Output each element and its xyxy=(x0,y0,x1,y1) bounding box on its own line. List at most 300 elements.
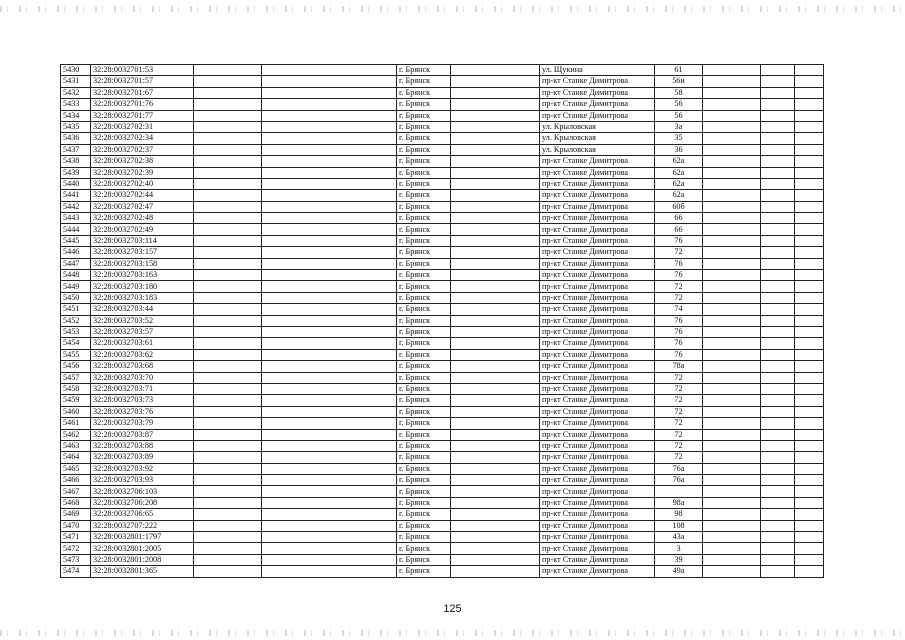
empty-cell xyxy=(262,361,397,372)
empty-cell xyxy=(761,349,795,360)
house-number-cell: 78а xyxy=(655,361,703,372)
house-number-cell: 76 xyxy=(655,235,703,246)
street-cell: ул. Щукина xyxy=(540,65,655,76)
empty-cell xyxy=(262,440,397,451)
empty-cell xyxy=(194,99,262,110)
cadastral-number-cell: 32:28:0032701:77 xyxy=(91,110,194,121)
empty-cell xyxy=(451,281,540,292)
empty-cell xyxy=(761,452,795,463)
city-cell: г. Брянск xyxy=(397,110,451,121)
empty-cell xyxy=(194,475,262,486)
empty-cell xyxy=(262,65,397,76)
table-row xyxy=(61,156,824,167)
row-number-cell: 5458 xyxy=(61,383,91,394)
street-cell: пр-кт Станке Димитрова xyxy=(540,475,655,486)
empty-cell xyxy=(703,178,761,189)
empty-cell xyxy=(761,429,795,440)
empty-cell xyxy=(703,361,761,372)
empty-cell xyxy=(795,520,824,531)
empty-cell xyxy=(194,429,262,440)
house-number-cell: 72 xyxy=(655,429,703,440)
empty-cell xyxy=(194,156,262,167)
city-cell: г. Брянск xyxy=(397,486,451,497)
city-cell: г. Брянск xyxy=(397,281,451,292)
street-cell: пр-кт Станке Димитрова xyxy=(540,190,655,201)
house-number-cell: 62а xyxy=(655,167,703,178)
empty-cell xyxy=(194,247,262,258)
empty-cell xyxy=(451,201,540,212)
row-number-cell: 5436 xyxy=(61,133,91,144)
empty-cell xyxy=(194,486,262,497)
house-number-cell: 36 xyxy=(655,144,703,155)
row-number-cell: 5443 xyxy=(61,213,91,224)
street-cell: пр-кт Станке Димитрова xyxy=(540,497,655,508)
empty-cell xyxy=(194,281,262,292)
empty-cell xyxy=(262,338,397,349)
empty-cell xyxy=(262,270,397,281)
row-number-cell: 5470 xyxy=(61,520,91,531)
empty-cell xyxy=(703,520,761,531)
empty-cell xyxy=(194,270,262,281)
table-row xyxy=(61,395,824,406)
row-number-cell: 5474 xyxy=(61,566,91,577)
empty-cell xyxy=(703,452,761,463)
street-cell: пр-кт Станке Димитрова xyxy=(540,304,655,315)
city-cell: г. Брянск xyxy=(397,395,451,406)
empty-cell xyxy=(194,110,262,121)
row-number-cell: 5441 xyxy=(61,190,91,201)
city-cell: г. Брянск xyxy=(397,315,451,326)
street-cell: пр-кт Станке Димитрова xyxy=(540,156,655,167)
empty-cell xyxy=(795,235,824,246)
row-number-cell: 5439 xyxy=(61,167,91,178)
empty-cell xyxy=(795,497,824,508)
house-number-cell: 76 xyxy=(655,349,703,360)
street-cell: пр-кт Станке Димитрова xyxy=(540,224,655,235)
city-cell: г. Брянск xyxy=(397,554,451,565)
empty-cell xyxy=(451,292,540,303)
empty-cell xyxy=(761,87,795,98)
table-row xyxy=(61,475,824,486)
cadastral-number-cell: 32:28:0032703:88 xyxy=(91,440,194,451)
empty-cell xyxy=(194,87,262,98)
empty-cell xyxy=(795,395,824,406)
city-cell: г. Брянск xyxy=(397,497,451,508)
empty-cell xyxy=(703,543,761,554)
city-cell: г. Брянск xyxy=(397,121,451,132)
cadastral-number-cell: 32:28:0032703:92 xyxy=(91,463,194,474)
page-number: 125 xyxy=(443,603,462,615)
empty-cell xyxy=(451,418,540,429)
empty-cell xyxy=(761,281,795,292)
empty-cell xyxy=(262,429,397,440)
empty-cell xyxy=(451,452,540,463)
empty-cell xyxy=(451,395,540,406)
empty-cell xyxy=(795,349,824,360)
empty-cell xyxy=(703,133,761,144)
table-row xyxy=(61,110,824,121)
empty-cell xyxy=(262,486,397,497)
cadastral-number-cell: 32:28:0032703:44 xyxy=(91,304,194,315)
empty-cell xyxy=(194,543,262,554)
house-number-cell: 72 xyxy=(655,281,703,292)
street-cell: пр-кт Станке Димитрова xyxy=(540,167,655,178)
empty-cell xyxy=(761,566,795,577)
street-cell: пр-кт Станке Димитрова xyxy=(540,463,655,474)
empty-cell xyxy=(262,110,397,121)
empty-cell xyxy=(262,554,397,565)
empty-cell xyxy=(262,349,397,360)
row-number-cell: 5468 xyxy=(61,497,91,508)
empty-cell xyxy=(703,65,761,76)
cadastral-number-cell: 32:28:0032702:31 xyxy=(91,121,194,132)
empty-cell xyxy=(761,121,795,132)
city-cell: г. Брянск xyxy=(397,338,451,349)
street-cell: пр-кт Станке Димитрова xyxy=(540,543,655,554)
row-number-cell: 5460 xyxy=(61,406,91,417)
empty-cell xyxy=(262,372,397,383)
house-number-cell: 3а xyxy=(655,121,703,132)
city-cell: г. Брянск xyxy=(397,133,451,144)
city-cell: г. Брянск xyxy=(397,509,451,520)
empty-cell xyxy=(194,224,262,235)
empty-cell xyxy=(761,247,795,258)
empty-cell xyxy=(795,201,824,212)
empty-cell xyxy=(451,406,540,417)
row-number-cell: 5452 xyxy=(61,315,91,326)
empty-cell xyxy=(451,361,540,372)
cadastral-number-cell: 32:28:0032703:62 xyxy=(91,349,194,360)
cadastral-number-cell: 32:28:0032707:222 xyxy=(91,520,194,531)
empty-cell xyxy=(194,133,262,144)
empty-cell xyxy=(451,349,540,360)
street-cell: пр-кт Станке Димитрова xyxy=(540,201,655,212)
empty-cell xyxy=(262,281,397,292)
empty-cell xyxy=(795,87,824,98)
empty-cell xyxy=(451,258,540,269)
empty-cell xyxy=(262,258,397,269)
street-cell: пр-кт Станке Димитрова xyxy=(540,349,655,360)
row-number-cell: 5465 xyxy=(61,463,91,474)
row-number-cell: 5432 xyxy=(61,87,91,98)
table-row xyxy=(61,406,824,417)
empty-cell xyxy=(761,65,795,76)
empty-cell xyxy=(194,144,262,155)
empty-cell xyxy=(194,338,262,349)
table-row xyxy=(61,463,824,474)
row-number-cell: 5453 xyxy=(61,326,91,337)
scan-artifact-top xyxy=(0,6,905,12)
empty-cell xyxy=(194,315,262,326)
table-row xyxy=(61,486,824,497)
empty-cell xyxy=(795,486,824,497)
empty-cell xyxy=(703,406,761,417)
empty-cell xyxy=(795,213,824,224)
empty-cell xyxy=(451,247,540,258)
empty-cell xyxy=(194,406,262,417)
table-row xyxy=(61,326,824,337)
empty-cell xyxy=(194,554,262,565)
empty-cell xyxy=(703,201,761,212)
table-row xyxy=(61,361,824,372)
house-number-cell: 72 xyxy=(655,406,703,417)
empty-cell xyxy=(703,395,761,406)
house-number-cell: 76 xyxy=(655,258,703,269)
empty-cell xyxy=(262,304,397,315)
scan-artifact-bottom xyxy=(0,630,905,636)
row-number-cell: 5445 xyxy=(61,235,91,246)
empty-cell xyxy=(451,383,540,394)
empty-cell xyxy=(795,383,824,394)
street-cell: пр-кт Станке Димитрова xyxy=(540,509,655,520)
empty-cell xyxy=(194,395,262,406)
empty-cell xyxy=(262,133,397,144)
empty-cell xyxy=(451,566,540,577)
empty-cell xyxy=(194,372,262,383)
empty-cell xyxy=(761,406,795,417)
empty-cell xyxy=(761,315,795,326)
empty-cell xyxy=(262,224,397,235)
city-cell: г. Брянск xyxy=(397,292,451,303)
empty-cell xyxy=(795,247,824,258)
table-row xyxy=(61,349,824,360)
empty-cell xyxy=(703,110,761,121)
city-cell: г. Брянск xyxy=(397,463,451,474)
city-cell: г. Брянск xyxy=(397,65,451,76)
empty-cell xyxy=(761,520,795,531)
empty-cell xyxy=(194,167,262,178)
house-number-cell: 72 xyxy=(655,383,703,394)
empty-cell xyxy=(761,372,795,383)
city-cell: г. Брянск xyxy=(397,247,451,258)
property-registry-table xyxy=(60,64,824,578)
street-cell: пр-кт Станке Димитрова xyxy=(540,486,655,497)
street-cell: пр-кт Станке Димитрова xyxy=(540,213,655,224)
empty-cell xyxy=(703,258,761,269)
row-number-cell: 5459 xyxy=(61,395,91,406)
empty-cell xyxy=(451,144,540,155)
house-number-cell: 98 xyxy=(655,509,703,520)
house-number-cell: 56и xyxy=(655,76,703,87)
empty-cell xyxy=(761,213,795,224)
empty-cell xyxy=(761,292,795,303)
house-number-cell: 72 xyxy=(655,247,703,258)
empty-cell xyxy=(795,475,824,486)
empty-cell xyxy=(194,292,262,303)
table-row xyxy=(61,497,824,508)
empty-cell xyxy=(703,315,761,326)
table-row xyxy=(61,338,824,349)
table-row xyxy=(61,133,824,144)
empty-cell xyxy=(761,440,795,451)
street-cell: ул. Крыловская xyxy=(540,144,655,155)
row-number-cell: 5455 xyxy=(61,349,91,360)
empty-cell xyxy=(262,452,397,463)
empty-cell xyxy=(703,418,761,429)
city-cell: г. Брянск xyxy=(397,440,451,451)
empty-cell xyxy=(451,304,540,315)
city-cell: г. Брянск xyxy=(397,383,451,394)
empty-cell xyxy=(795,543,824,554)
empty-cell xyxy=(795,429,824,440)
empty-cell xyxy=(194,201,262,212)
empty-cell xyxy=(795,156,824,167)
cadastral-number-cell: 32:28:0032702:39 xyxy=(91,167,194,178)
empty-cell xyxy=(451,178,540,189)
row-number-cell: 5446 xyxy=(61,247,91,258)
cadastral-number-cell: 32:28:0032703:89 xyxy=(91,452,194,463)
row-number-cell: 5456 xyxy=(61,361,91,372)
row-number-cell: 5451 xyxy=(61,304,91,315)
house-number-cell: 72 xyxy=(655,452,703,463)
empty-cell xyxy=(795,326,824,337)
empty-cell xyxy=(703,463,761,474)
empty-cell xyxy=(703,121,761,132)
empty-cell xyxy=(262,532,397,543)
table-row xyxy=(61,304,824,315)
empty-cell xyxy=(795,304,824,315)
cadastral-number-cell: 32:28:0032801:1797 xyxy=(91,532,194,543)
cadastral-number-cell: 32:28:0032703:57 xyxy=(91,326,194,337)
empty-cell xyxy=(703,87,761,98)
empty-cell xyxy=(761,532,795,543)
row-number-cell: 5450 xyxy=(61,292,91,303)
empty-cell xyxy=(262,509,397,520)
empty-cell xyxy=(703,167,761,178)
empty-cell xyxy=(262,247,397,258)
city-cell: г. Брянск xyxy=(397,258,451,269)
street-cell: пр-кт Станке Димитрова xyxy=(540,87,655,98)
city-cell: г. Брянск xyxy=(397,156,451,167)
street-cell: пр-кт Станке Димитрова xyxy=(540,270,655,281)
empty-cell xyxy=(451,338,540,349)
city-cell: г. Брянск xyxy=(397,532,451,543)
street-cell: ул. Крыловская xyxy=(540,133,655,144)
city-cell: г. Брянск xyxy=(397,76,451,87)
empty-cell xyxy=(761,224,795,235)
empty-cell xyxy=(761,486,795,497)
empty-cell xyxy=(262,99,397,110)
empty-cell xyxy=(795,338,824,349)
street-cell: пр-кт Станке Димитрова xyxy=(540,520,655,531)
city-cell: г. Брянск xyxy=(397,201,451,212)
registry-table-body xyxy=(61,65,824,578)
city-cell: г. Брянск xyxy=(397,99,451,110)
row-number-cell: 5438 xyxy=(61,156,91,167)
empty-cell xyxy=(795,315,824,326)
street-cell: пр-кт Станке Димитрова xyxy=(540,338,655,349)
street-cell: ул. Крыловская xyxy=(540,121,655,132)
cadastral-number-cell: 32:28:0032801:2008 xyxy=(91,554,194,565)
row-number-cell: 5442 xyxy=(61,201,91,212)
house-number-cell: 72 xyxy=(655,292,703,303)
empty-cell xyxy=(194,452,262,463)
empty-cell xyxy=(795,566,824,577)
house-number-cell: 108 xyxy=(655,520,703,531)
table-row xyxy=(61,65,824,76)
table-row xyxy=(61,144,824,155)
cadastral-number-cell: 32:28:0032706:65 xyxy=(91,509,194,520)
street-cell: пр-кт Станке Димитрова xyxy=(540,532,655,543)
empty-cell xyxy=(451,463,540,474)
empty-cell xyxy=(451,543,540,554)
empty-cell xyxy=(194,361,262,372)
table-row xyxy=(61,167,824,178)
street-cell: пр-кт Станке Димитрова xyxy=(540,566,655,577)
cadastral-number-cell: 32:28:0032703:76 xyxy=(91,406,194,417)
empty-cell xyxy=(194,520,262,531)
cadastral-number-cell: 32:28:0032702:47 xyxy=(91,201,194,212)
empty-cell xyxy=(194,65,262,76)
empty-cell xyxy=(451,520,540,531)
street-cell: пр-кт Станке Димитрова xyxy=(540,395,655,406)
house-number-cell: 72 xyxy=(655,440,703,451)
street-cell: пр-кт Станке Димитрова xyxy=(540,235,655,246)
empty-cell xyxy=(703,144,761,155)
cadastral-number-cell: 32:28:0032701:67 xyxy=(91,87,194,98)
city-cell: г. Брянск xyxy=(397,213,451,224)
street-cell: пр-кт Станке Димитрова xyxy=(540,99,655,110)
city-cell: г. Брянск xyxy=(397,326,451,337)
street-cell: пр-кт Станке Димитрова xyxy=(540,361,655,372)
house-number-cell: 60б xyxy=(655,201,703,212)
cadastral-number-cell: 32:28:0032702:38 xyxy=(91,156,194,167)
table-row xyxy=(61,190,824,201)
empty-cell xyxy=(795,178,824,189)
street-cell: пр-кт Станке Димитрова xyxy=(540,281,655,292)
empty-cell xyxy=(262,121,397,132)
cadastral-number-cell: 32:28:0032703:157 xyxy=(91,247,194,258)
empty-cell xyxy=(795,532,824,543)
cadastral-number-cell: 32:28:0032702:40 xyxy=(91,178,194,189)
house-number-cell: 76а xyxy=(655,463,703,474)
street-cell: пр-кт Станке Димитрова xyxy=(540,383,655,394)
empty-cell xyxy=(703,475,761,486)
empty-cell xyxy=(451,190,540,201)
empty-cell xyxy=(703,509,761,520)
house-number-cell: 56 xyxy=(655,110,703,121)
empty-cell xyxy=(703,532,761,543)
house-number-cell: 76 xyxy=(655,315,703,326)
cadastral-number-cell: 32:28:0032703:73 xyxy=(91,395,194,406)
empty-cell xyxy=(194,509,262,520)
empty-cell xyxy=(262,326,397,337)
table-row xyxy=(61,418,824,429)
street-cell: пр-кт Станке Димитрова xyxy=(540,178,655,189)
row-number-cell: 5472 xyxy=(61,543,91,554)
empty-cell xyxy=(761,554,795,565)
empty-cell xyxy=(761,235,795,246)
empty-cell xyxy=(761,418,795,429)
city-cell: г. Брянск xyxy=(397,418,451,429)
house-number-cell: 76 xyxy=(655,338,703,349)
empty-cell xyxy=(761,167,795,178)
cadastral-number-cell: 32:28:0032701:57 xyxy=(91,76,194,87)
empty-cell xyxy=(703,304,761,315)
street-cell: пр-кт Станке Димитрова xyxy=(540,372,655,383)
cadastral-number-cell: 32:28:0032703:183 xyxy=(91,292,194,303)
empty-cell xyxy=(194,440,262,451)
house-number-cell: 49а xyxy=(655,566,703,577)
street-cell: пр-кт Станке Димитрова xyxy=(540,247,655,258)
empty-cell xyxy=(451,326,540,337)
row-number-cell: 5440 xyxy=(61,178,91,189)
empty-cell xyxy=(262,178,397,189)
empty-cell xyxy=(262,235,397,246)
empty-cell xyxy=(795,418,824,429)
cadastral-number-cell: 32:28:0032706:103 xyxy=(91,486,194,497)
row-number-cell: 5430 xyxy=(61,65,91,76)
